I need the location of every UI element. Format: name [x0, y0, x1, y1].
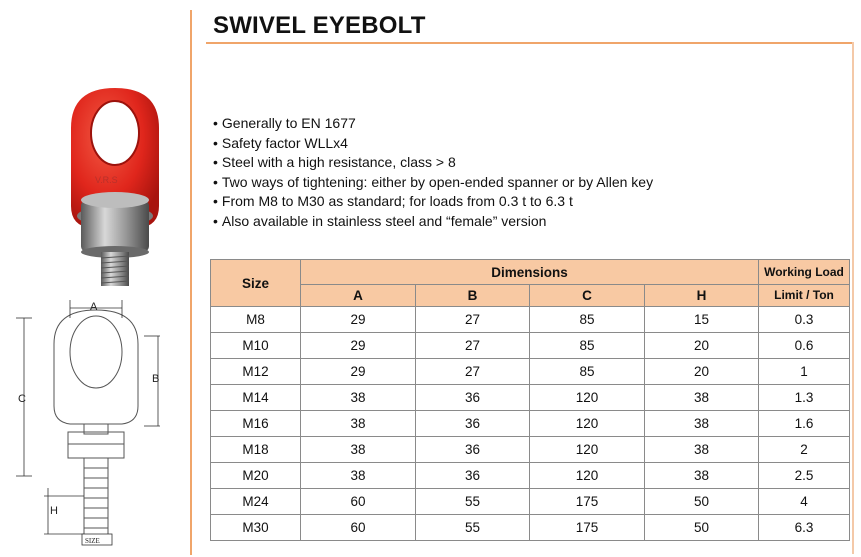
cell-wll: 1.3	[759, 385, 850, 411]
cell-size: M18	[211, 437, 301, 463]
cell-size: M14	[211, 385, 301, 411]
title-underline	[206, 42, 852, 44]
cell-size: M24	[211, 489, 301, 515]
cell-c: 85	[530, 307, 645, 333]
cell-a: 29	[301, 307, 416, 333]
col-header-b: B	[416, 285, 530, 307]
cell-h: 20	[645, 359, 759, 385]
cell-b: 36	[416, 411, 530, 437]
cell-c: 120	[530, 385, 645, 411]
feature-item: • Two ways of tightening: either by open-ended spanner or by Allen key	[213, 173, 653, 193]
feature-item: • Steel with a high resistance, class > 8	[213, 153, 653, 173]
cell-h: 38	[645, 411, 759, 437]
cell-c: 120	[530, 411, 645, 437]
col-header-h: H	[645, 285, 759, 307]
cell-wll: 2	[759, 437, 850, 463]
dimension-drawing	[10, 296, 170, 548]
cell-h: 50	[645, 515, 759, 541]
cell-size: M16	[211, 411, 301, 437]
cell-b: 27	[416, 307, 530, 333]
cell-b: 55	[416, 515, 530, 541]
cell-h: 38	[645, 385, 759, 411]
cell-h: 15	[645, 307, 759, 333]
cell-h: 38	[645, 463, 759, 489]
table-row	[211, 437, 850, 463]
cell-c: 85	[530, 359, 645, 385]
cell-wll: 0.3	[759, 307, 850, 333]
table-row	[211, 307, 850, 333]
cell-a: 38	[301, 437, 416, 463]
dim-label-size: SIZE	[85, 537, 100, 545]
cell-a: 60	[301, 489, 416, 515]
cell-size: M20	[211, 463, 301, 489]
cell-wll: 6.3	[759, 515, 850, 541]
cell-a: 38	[301, 385, 416, 411]
feature-item: • Also available in stainless steel and “female” version	[213, 212, 653, 232]
dim-label-a: A	[90, 301, 98, 313]
cell-a: 38	[301, 411, 416, 437]
cell-b: 36	[416, 437, 530, 463]
feature-item: • From M8 to M30 as standard; for loads from 0.3 t to 6.3 t	[213, 192, 653, 212]
cell-a: 29	[301, 359, 416, 385]
specification-table	[210, 259, 850, 541]
cell-a: 60	[301, 515, 416, 541]
cell-c: 120	[530, 437, 645, 463]
cell-wll: 0.6	[759, 333, 850, 359]
table-body	[211, 307, 850, 541]
dim-label-b: B	[152, 373, 160, 385]
wll-header-line2: Limit / Ton	[759, 285, 850, 307]
cell-b: 27	[416, 333, 530, 359]
cell-wll: 4	[759, 489, 850, 515]
cell-b: 36	[416, 385, 530, 411]
cell-size: M12	[211, 359, 301, 385]
feature-list	[213, 114, 653, 232]
table-row	[211, 411, 850, 437]
cell-b: 27	[416, 359, 530, 385]
cell-h: 50	[645, 489, 759, 515]
feature-item: • Safety factor WLLx4	[213, 134, 653, 154]
cell-c: 175	[530, 515, 645, 541]
table-row	[211, 515, 850, 541]
cell-wll: 1	[759, 359, 850, 385]
right-border	[852, 42, 854, 554]
dim-label-c: C	[18, 393, 26, 405]
cell-a: 38	[301, 463, 416, 489]
product-photo	[55, 88, 173, 288]
cell-b: 36	[416, 463, 530, 489]
page-title: SWIVEL EYEBOLT	[213, 12, 426, 39]
cell-c: 85	[530, 333, 645, 359]
table-row	[211, 385, 850, 411]
cell-h: 38	[645, 437, 759, 463]
dimensions-header: Dimensions	[301, 260, 759, 285]
cell-b: 55	[416, 489, 530, 515]
cell-wll: 1.6	[759, 411, 850, 437]
cell-c: 175	[530, 489, 645, 515]
col-header-c: C	[530, 285, 645, 307]
table-row	[211, 489, 850, 515]
cell-size: M10	[211, 333, 301, 359]
size-header: Size	[211, 260, 301, 307]
col-header-a: A	[301, 285, 416, 307]
table-row	[211, 463, 850, 489]
table-row	[211, 359, 850, 385]
svg-text:V.R.S: V.R.S	[95, 175, 118, 185]
cell-size: M30	[211, 515, 301, 541]
wll-header-line1: Working Load	[759, 260, 850, 285]
cell-a: 29	[301, 333, 416, 359]
dim-label-h: H	[50, 505, 58, 517]
vertical-divider	[190, 10, 192, 555]
cell-c: 120	[530, 463, 645, 489]
cell-h: 20	[645, 333, 759, 359]
table-row	[211, 333, 850, 359]
feature-item: • Generally to EN 1677	[213, 114, 653, 134]
cell-wll: 2.5	[759, 463, 850, 489]
cell-size: M8	[211, 307, 301, 333]
